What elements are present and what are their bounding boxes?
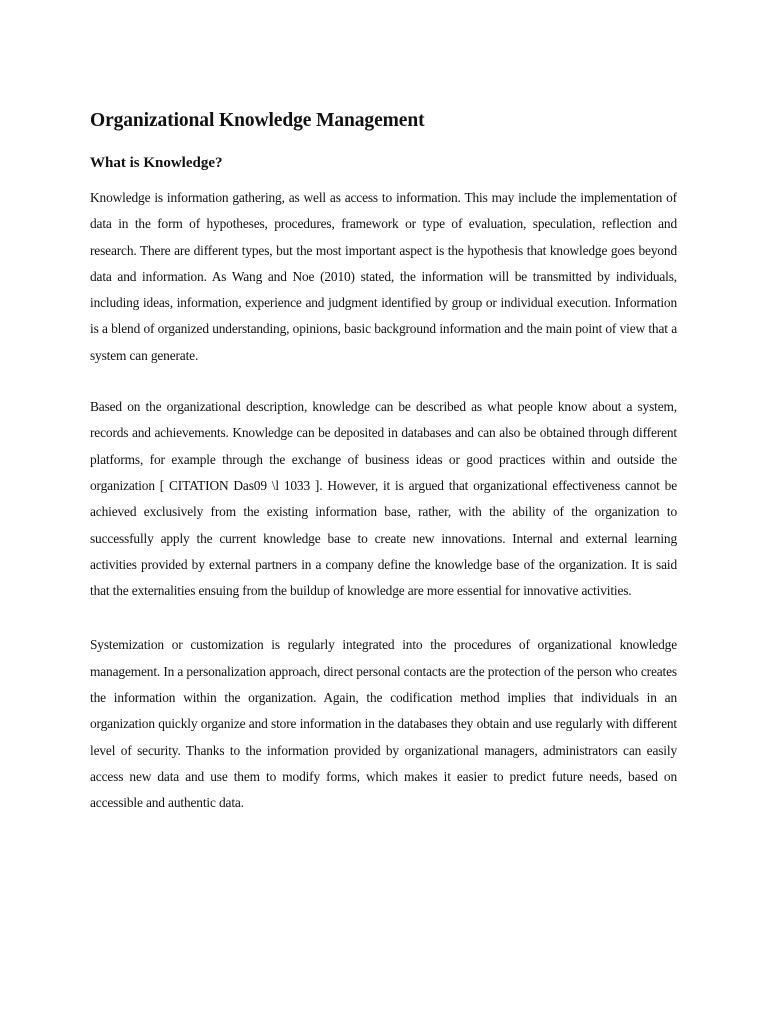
paragraph-1: Knowledge is information gathering, as well as access to information. This may include the implementation of data in the form of hypotheses, procedures, framework or type of evaluation, speculation, reflection and research. There are different types, but the most important aspect is the hypothesis that knowledge goes beyond data and information. As Wang and Noe (2010) stated, the information will be transmitted by individuals, including ideas, information, experience and judgment identified by group or individual execution. Information is a blend of organized understanding, opinions, basic background information and the main point of view that a system can generate. [90, 190, 677, 363]
paragraph-3: Systemization or customization is regularly integrated into the procedures of organizational knowledge management. In a personalization approach, direct personal contacts are the protection of the person who creates the information within the organization. Again, the codification method implies that individuals in an organization quickly organize and store information in the databases they obtain and use regularly with different level of security. Thanks to the information provided by organizational managers, administrators can easily access new data and use them to modify forms, which makes it easier to predict future needs, based on accessible and authentic data. [90, 637, 677, 811]
document-title: Organizational Knowledge Management [90, 110, 425, 131]
document-page [90, 105, 677, 817]
paragraph-2: Based on the organizational description, knowledge can be described as what people know about a system, records and achievements. Knowledge can be deposited in databases and can also be obtained through different platforms, for example through the exchange of business ideas or good practices within and outside the organization [ CITATION Das09 \l 1033 ]. However, it is argued that organizational effectiveness cannot be achieved exclusively from the existing information base, rather, with the ability of the organization to successfully apply the current knowledge base to create new innovations. Internal and external learning activities provided by external partners in a company define the knowledge base of the organization. It is said that the externalities ensuing from the buildup of knowledge are more essential for innovative activities. [90, 399, 677, 599]
section-heading: What is Knowledge? [90, 155, 223, 171]
